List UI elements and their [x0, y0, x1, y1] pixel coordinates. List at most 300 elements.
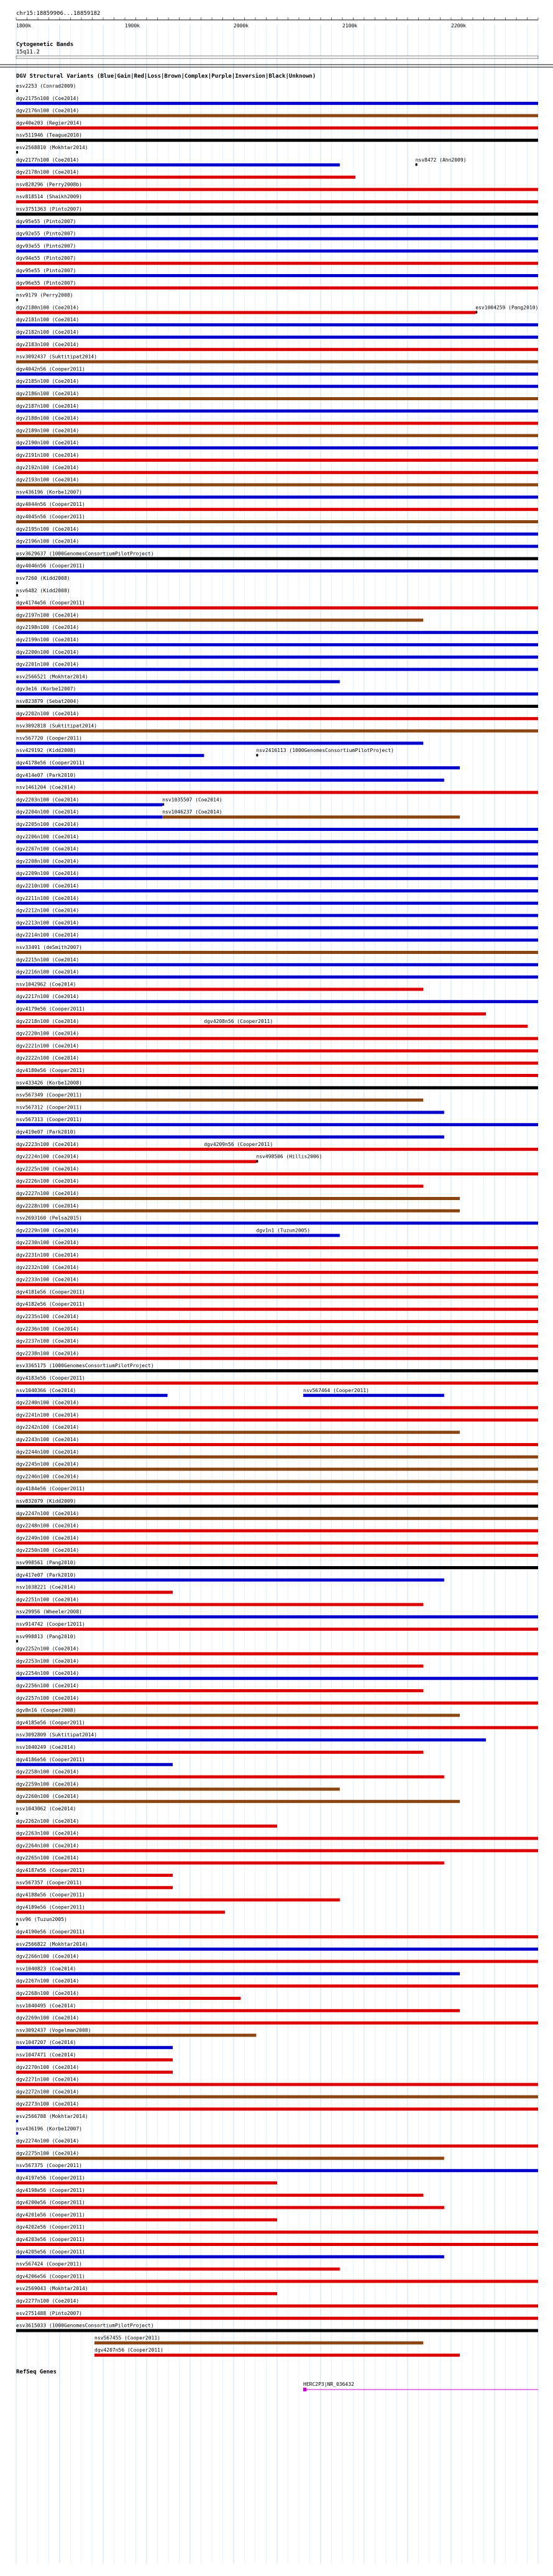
variant-bar[interactable] [16, 1455, 538, 1459]
variant-label: dgv4181e56 (Cooper2011) [16, 1289, 85, 1295]
ruler-label: 1800k [16, 23, 32, 29]
variant-bar[interactable] [16, 533, 538, 536]
variant-bar[interactable] [256, 1234, 339, 1237]
variant-bar[interactable] [16, 1800, 460, 1803]
variant-bar[interactable] [16, 680, 340, 683]
variant-bar[interactable] [16, 1258, 538, 1262]
dgv-row [16, 1904, 225, 1914]
variant-bar[interactable] [16, 274, 538, 277]
variant-label: nsv998561 (Pang2010) [16, 1560, 76, 1565]
variant-bar[interactable] [16, 668, 538, 671]
variant-bar[interactable] [16, 1861, 444, 1864]
variant-bar[interactable] [16, 1726, 538, 1729]
variant-bar[interactable] [16, 1505, 538, 1508]
variant-bar[interactable] [16, 1086, 538, 1089]
variant-bar[interactable] [16, 803, 162, 806]
variant-bar[interactable] [16, 2268, 340, 2271]
variant-label: dgv4187e56 (Cooper2011) [16, 1868, 85, 1873]
variant-bar[interactable] [16, 520, 538, 523]
dgv-row [16, 735, 423, 745]
variant-bar[interactable] [16, 2033, 256, 2037]
variant-label: nsv96 (Tuzun2005) [16, 1917, 67, 1923]
variant-label: nsv567357 (Cooper2011) [16, 1879, 82, 1886]
variant-bar[interactable] [16, 2292, 277, 2295]
variant-bar[interactable] [204, 1025, 528, 1028]
variant-label: dgv2210n100 (Coe2014) [16, 883, 80, 889]
variant-marker[interactable] [16, 1640, 18, 1643]
dgv-row [16, 2052, 173, 2061]
variant-label: dgv92e55 (Pinto2007) [16, 231, 76, 237]
variant-bar[interactable] [16, 1271, 538, 1274]
variant-bar[interactable] [16, 1874, 173, 1877]
variant-bar[interactable] [16, 2145, 538, 2148]
variant-bar[interactable] [16, 840, 538, 843]
variant-bar[interactable] [16, 213, 538, 216]
variant-bar[interactable] [16, 1714, 460, 1717]
variant-bar[interactable] [16, 508, 538, 511]
variant-label: dgv4198e56 (Cooper2011) [16, 2187, 85, 2193]
variant-bar[interactable] [16, 1910, 225, 1914]
variant-bar[interactable] [16, 1751, 423, 1754]
variant-bar[interactable] [16, 336, 538, 339]
variant-label: nsv1461204 (Coe2014) [16, 784, 76, 791]
variant-marker[interactable] [16, 2120, 18, 2122]
variant-bar[interactable] [16, 1025, 204, 1028]
variant-bar[interactable] [16, 631, 538, 634]
variant-label: dgv2259n100 (Coe2014) [16, 1781, 80, 1787]
variant-bar[interactable] [16, 828, 538, 831]
dgv-row [16, 1732, 486, 1741]
variant-bar[interactable] [16, 139, 538, 142]
variant-bar[interactable] [16, 1480, 538, 1483]
variant-label: nsv3092437 (Suktitipat2014) [16, 354, 98, 360]
variant-label: dgv2229n100 (Coe2014) [16, 1227, 80, 1234]
variant-bar[interactable] [16, 126, 538, 129]
variant-bar[interactable] [16, 1357, 538, 1360]
variant-bar[interactable] [16, 815, 162, 818]
variant-bar[interactable] [16, 1517, 538, 1520]
dgv-row [16, 157, 466, 167]
ruler-label: 1900k [125, 23, 140, 29]
variant-label: nsv1040495 (Coe2014) [16, 2002, 76, 2009]
variant-bar[interactable] [16, 1677, 538, 1680]
dgv-row [16, 809, 460, 818]
variant-bar[interactable] [16, 545, 538, 548]
variant-bar[interactable] [16, 766, 460, 769]
variant-bar[interactable] [16, 2304, 538, 2308]
variant-bar[interactable] [16, 397, 538, 400]
variant-bar[interactable] [16, 1382, 538, 1385]
variant-bar[interactable] [16, 2230, 538, 2234]
variant-bar[interactable] [204, 1148, 538, 1151]
variant-label: nsv567349 (Cooper2011) [16, 1092, 82, 1098]
variant-bar[interactable] [162, 815, 460, 818]
variant-label: nsv1047207 (Coe2014) [16, 2040, 76, 2046]
variant-marker[interactable] [475, 311, 477, 313]
variant-marker[interactable] [16, 299, 18, 301]
variant-bar[interactable] [16, 1652, 538, 1656]
dgv-row [16, 2262, 340, 2271]
variant-bar[interactable] [16, 1849, 538, 1852]
variant-label: nsv1040249 (Coe2014) [16, 1744, 76, 1750]
variant-bar[interactable] [16, 1135, 444, 1139]
variant-bar[interactable] [16, 1037, 538, 1040]
variant-bar[interactable] [16, 1492, 538, 1495]
variant-label: dgv2274n100 (Coe2014) [16, 2138, 80, 2144]
dgv-row [16, 2003, 460, 2012]
variant-bar[interactable] [16, 360, 538, 364]
variant-label: dgv2245n100 (Coe2014) [16, 1461, 80, 1467]
variant-bar[interactable] [94, 2354, 460, 2357]
variant-bar[interactable] [16, 1320, 538, 1323]
variant-label: esv2566788 (Mokhtar2014) [16, 2114, 88, 2119]
variant-bar[interactable] [16, 1541, 538, 1544]
variant-bar[interactable] [16, 1061, 538, 1065]
variant-bar[interactable] [16, 1566, 538, 1569]
variant-bar[interactable] [16, 1160, 256, 1163]
variant-label: dgv2199n100 (Coe2014) [16, 637, 80, 643]
variant-bar[interactable] [16, 2022, 538, 2025]
variant-label: dgv2211n100 (Coe2014) [16, 895, 80, 901]
dgv-row [16, 588, 70, 597]
variant-label: dgv2232n100 (Coe2014) [16, 1264, 80, 1270]
variant-label: nsv436196 (Korbe12007) [16, 489, 82, 495]
dgv-row [16, 1104, 444, 1114]
variant-bar[interactable] [16, 225, 538, 228]
variant-label: dgv2233n100 (Coe2014) [16, 1277, 80, 1283]
variant-bar[interactable] [16, 1825, 277, 1828]
variant-label: esv3629637 (1000GenomesConsortiumPilotProject) [16, 551, 154, 557]
variant-bar[interactable] [16, 1418, 538, 1421]
variant-label: esv3615033 (1000GenomesConsortiumPilotProject) [16, 2322, 154, 2329]
dgv-row [16, 981, 423, 991]
variant-marker[interactable] [16, 151, 18, 154]
variant-marker[interactable] [16, 582, 18, 584]
variant-label: nsv567720 (Cooper2011) [16, 735, 82, 741]
variant-bar[interactable] [16, 1615, 538, 1618]
variant-bar[interactable] [16, 2329, 538, 2332]
dgv-row [16, 1227, 340, 1237]
variant-bar[interactable] [16, 902, 538, 905]
variant-bar[interactable] [16, 1185, 423, 1188]
variant-bar[interactable] [16, 754, 204, 757]
variant-bar[interactable] [16, 495, 538, 498]
variant-bar[interactable] [16, 607, 538, 610]
variant-bar[interactable] [16, 200, 538, 203]
variant-bar[interactable] [16, 2083, 538, 2086]
variant-bar[interactable] [16, 1332, 538, 1336]
variant-bar[interactable] [16, 1406, 538, 1409]
variant-label: esv2751488 (Pinto2007) [16, 2310, 82, 2316]
variant-bar[interactable] [16, 963, 538, 966]
variant-bar[interactable] [16, 2046, 173, 2049]
variant-bar[interactable] [16, 2107, 538, 2111]
variant-bar[interactable] [16, 1000, 538, 1003]
dgv-row [16, 1868, 173, 1877]
variant-label: nsv436196 (Korbe12007) [16, 2125, 82, 2132]
variant-bar[interactable] [16, 1603, 423, 1606]
variant-bar[interactable] [16, 102, 538, 105]
variant-bar[interactable] [16, 1443, 538, 1446]
ruler-label: 2200k [451, 23, 467, 29]
variant-bar[interactable] [16, 1049, 538, 1052]
variant-bar[interactable] [16, 176, 355, 179]
variant-bar[interactable] [16, 1308, 538, 1311]
variant-label: nsv429192 (Kidd2008) [16, 748, 76, 754]
variant-bar[interactable] [16, 1209, 460, 1212]
variant-label: dgv2201n100 (Coe2014) [16, 661, 80, 667]
variant-label: dgv2252n100 (Coe2014) [16, 1646, 80, 1652]
variant-bar[interactable] [16, 410, 538, 413]
variant-bar[interactable] [16, 114, 538, 117]
variant-bar[interactable] [16, 1246, 538, 1249]
variant-bar[interactable] [16, 2280, 538, 2283]
variant-bar[interactable] [16, 1776, 444, 1779]
variant-label: dgv4206e56 (Cooper2011) [16, 2273, 85, 2280]
variant-marker[interactable] [16, 2132, 18, 2135]
variant-bar[interactable] [16, 2181, 277, 2184]
variant-bar[interactable] [16, 656, 538, 659]
variant-label: dgv2202n100 (Coe2014) [16, 710, 80, 717]
variant-bar[interactable] [16, 286, 538, 290]
variant-bar[interactable] [16, 1295, 538, 1298]
variant-label: dgv2209n100 (Coe2014) [16, 871, 80, 877]
variant-bar[interactable] [16, 2194, 423, 2197]
variant-label: dgv2254n100 (Coe2014) [16, 1671, 80, 1677]
variant-bar[interactable] [16, 1628, 538, 1631]
variant-bar[interactable] [16, 926, 538, 929]
variant-label: dgv2260n100 (Coe2014) [16, 1794, 80, 1800]
dgv-row [16, 1683, 423, 1692]
variant-label: dgv2221n100 (Coe2014) [16, 1043, 80, 1049]
variant-bar[interactable] [16, 914, 538, 917]
variant-bar[interactable] [16, 938, 538, 942]
variant-bar[interactable] [16, 2169, 538, 2172]
variant-bar[interactable] [16, 188, 538, 191]
variant-bar[interactable] [16, 1345, 538, 1348]
variant-bar[interactable] [16, 1997, 240, 2000]
variant-bar[interactable] [16, 1787, 340, 1790]
variant-bar[interactable] [16, 1579, 444, 1582]
variant-bar[interactable] [16, 2218, 277, 2221]
variant-label: dgv4201e56 (Cooper2011) [16, 2212, 85, 2218]
variant-label: dgv2253n100 (Coe2014) [16, 1658, 80, 1664]
variant-label: dgv2189n100 (Coe2014) [16, 428, 80, 434]
variant-bar[interactable] [16, 569, 538, 572]
variant-label: nsv1046237 (Coe2014) [162, 809, 222, 815]
variant-bar[interactable] [16, 853, 538, 856]
variant-label: dgv3e16 (Korbe12007) [16, 686, 76, 692]
variant-label: dgv2203n100 (Coe2014) [16, 797, 80, 803]
variant-bar[interactable] [16, 717, 538, 720]
variant-bar[interactable] [16, 1738, 486, 1741]
variant-bar[interactable] [16, 1554, 538, 1557]
variant-bar[interactable] [16, 1689, 423, 1692]
variant-bar[interactable] [16, 791, 538, 794]
variant-label: nsv1038221 (Coe2014) [16, 1584, 76, 1590]
variant-bar[interactable] [16, 2095, 538, 2098]
variant-bar[interactable] [16, 1591, 173, 1594]
variant-bar[interactable] [16, 446, 538, 449]
variant-bar[interactable] [16, 1222, 538, 1225]
variant-bar[interactable] [16, 1960, 538, 1963]
variant-label: dgv4183e56 (Cooper2011) [16, 1375, 85, 1381]
variant-bar[interactable] [16, 692, 538, 695]
variant-label: nsv29956 (Wheeler2008) [16, 1609, 82, 1615]
variant-label: dgv2205n100 (Coe2014) [16, 822, 80, 827]
variant-bar[interactable] [16, 1763, 173, 1766]
variant-label: dgv4197e56 (Cooper2011) [16, 2175, 85, 2181]
variant-bar[interactable] [16, 705, 538, 708]
variant-bar[interactable] [16, 779, 444, 782]
variant-bar[interactable] [16, 2058, 173, 2061]
variant-bar[interactable] [16, 951, 538, 954]
variant-bar[interactable] [16, 1099, 423, 1102]
variant-label: dgv2191n100 (Coe2014) [16, 452, 80, 458]
variant-bar[interactable] [16, 1394, 168, 1397]
variant-label: dgv4045n56 (Cooper2011) [16, 514, 85, 520]
variant-marker[interactable] [162, 803, 164, 805]
variant-bar[interactable] [16, 2009, 460, 2012]
variant-label: dgv4205e56 (Cooper2011) [16, 2248, 85, 2255]
variant-bar[interactable] [16, 471, 538, 474]
variant-label: dgv2271n100 (Coe2014) [16, 2076, 80, 2083]
variant-marker[interactable] [256, 754, 258, 756]
variant-label: dgv2269n100 (Coe2014) [16, 2015, 80, 2021]
variant-bar[interactable] [16, 2317, 538, 2320]
variant-label: dgv4042n56 (Cooper2011) [16, 366, 85, 372]
variant-label: dgv2175n100 (Coe2014) [16, 95, 80, 101]
variant-label: dgv2272n100 (Coe2014) [16, 2089, 80, 2095]
variant-bar[interactable] [16, 311, 475, 314]
variant-bar[interactable] [16, 237, 538, 241]
variant-label: nsv2416113 (1000GenomesConsortiumPilotProject) [256, 748, 394, 754]
variant-bar[interactable] [16, 2071, 173, 2074]
cytoband-label: 15q11.2 [16, 49, 40, 55]
variant-bar[interactable] [16, 434, 538, 437]
variant-bar[interactable] [16, 249, 538, 252]
dgv-row [16, 1880, 173, 1889]
variant-label: esv3365175 (1000GenomesConsortiumPilotProject) [16, 1363, 154, 1369]
variant-bar[interactable] [16, 730, 538, 733]
variant-label: dgv2216n100 (Coe2014) [16, 969, 80, 975]
variant-bar[interactable] [16, 643, 538, 646]
variant-bar[interactable] [16, 864, 538, 868]
variant-bar[interactable] [16, 1074, 538, 1077]
variant-marker[interactable] [416, 163, 418, 166]
variant-label: esv2566822 (Mokhtar2014) [16, 1941, 88, 1947]
variant-bar[interactable] [16, 1664, 423, 1667]
variant-bar[interactable] [16, 988, 423, 991]
variant-bar[interactable] [16, 385, 538, 388]
variant-label: dgv4203e56 (Cooper2011) [16, 2237, 85, 2242]
variant-bar[interactable] [16, 262, 538, 265]
variant-label: dgv2197n100 (Coe2014) [16, 612, 80, 618]
variant-bar[interactable] [16, 1197, 460, 1200]
variant-bar[interactable] [16, 618, 423, 621]
variant-label: dgv2213n100 (Coe2014) [16, 920, 80, 926]
variant-bar[interactable] [16, 2206, 444, 2209]
variant-marker[interactable] [16, 594, 18, 597]
variant-bar[interactable] [16, 1468, 538, 1471]
variant-bar[interactable] [16, 1972, 460, 1975]
variant-bar[interactable] [16, 1123, 538, 1126]
variant-label: nsv823879 (Sebat2004) [16, 699, 80, 704]
variant-marker[interactable] [16, 89, 18, 92]
variant-bar[interactable] [16, 1111, 444, 1114]
variant-label: dgv2220n100 (Coe2014) [16, 1030, 80, 1037]
variant-bar[interactable] [16, 1948, 538, 1951]
variant-bar[interactable] [16, 372, 538, 375]
variant-label: dgv2258n100 (Coe2014) [16, 1769, 80, 1775]
variant-marker[interactable] [16, 1923, 18, 1925]
variant-bar[interactable] [16, 348, 538, 351]
variant-bar[interactable] [16, 2157, 444, 2160]
variant-label: esv2253 (Conrad2009) [16, 83, 76, 89]
variant-bar[interactable] [16, 1369, 538, 1372]
variant-bar[interactable] [16, 323, 538, 326]
variant-bar[interactable] [16, 163, 340, 167]
variant-bar[interactable] [16, 1431, 460, 1434]
variant-bar[interactable] [16, 1984, 538, 1987]
variant-bar[interactable] [16, 1899, 340, 1902]
variant-label: dgv4202e56 (Cooper2011) [16, 2224, 85, 2230]
variant-marker[interactable] [256, 1160, 258, 1163]
variant-bar[interactable] [16, 459, 538, 462]
variant-bar[interactable] [16, 1529, 538, 1533]
variant-bar[interactable] [16, 1283, 538, 1286]
variant-label: dgv2196n100 (Coe2014) [16, 538, 80, 544]
variant-marker[interactable] [16, 1812, 18, 1815]
variant-bar[interactable] [16, 1702, 538, 1705]
variant-label: dgv2228n100 (Coe2014) [16, 1203, 80, 1209]
variant-label: dgv2182n100 (Coe2014) [16, 329, 80, 335]
variant-label: nsv567375 (Cooper2011) [16, 2163, 82, 2169]
variant-label: dgv2240n100 (Coe2014) [16, 1400, 80, 1406]
variant-label: dgv4200e56 (Cooper2011) [16, 2199, 85, 2206]
variant-bar[interactable] [16, 889, 538, 892]
variant-label: dgv2237n100 (Coe2014) [16, 1338, 80, 1344]
variant-bar[interactable] [16, 484, 538, 487]
variant-bar[interactable] [16, 1172, 538, 1175]
variant-bar[interactable] [16, 422, 538, 425]
dgv-row [94, 2335, 423, 2344]
variant-bar[interactable] [16, 1837, 538, 1840]
variant-label: dgv2249n100 (Coe2014) [16, 1535, 80, 1541]
variant-bar[interactable] [16, 877, 538, 880]
cytoband-bar[interactable] [16, 56, 538, 58]
variant-bar[interactable] [16, 741, 423, 745]
variant-bar[interactable] [16, 557, 538, 560]
variant-bar[interactable] [303, 1394, 444, 1397]
variant-label: nsv1040823 (Coe2014) [16, 1966, 76, 1972]
variant-bar[interactable] [16, 1012, 486, 1015]
variant-bar[interactable] [94, 2341, 423, 2344]
variant-label: dgv4180e56 (Cooper2011) [16, 1068, 85, 1073]
variant-bar[interactable] [16, 2255, 444, 2258]
variant-label: dgv2225n100 (Coe2014) [16, 1166, 80, 1172]
variant-bar[interactable] [16, 1935, 538, 1938]
variant-bar[interactable] [16, 1148, 204, 1151]
variant-label: dgv2264n100 (Coe2014) [16, 1843, 80, 1849]
variant-label: dgv2246n100 (Coe2014) [16, 1474, 80, 1480]
variant-bar[interactable] [16, 976, 538, 979]
gene-exon[interactable] [303, 2388, 306, 2391]
variant-bar[interactable] [16, 2243, 538, 2246]
cytoband-track-title: Cytogenetic Bands [16, 42, 74, 48]
variant-label: dgv2247n100 (Coe2014) [16, 1510, 80, 1516]
variant-bar[interactable] [16, 1886, 173, 1889]
